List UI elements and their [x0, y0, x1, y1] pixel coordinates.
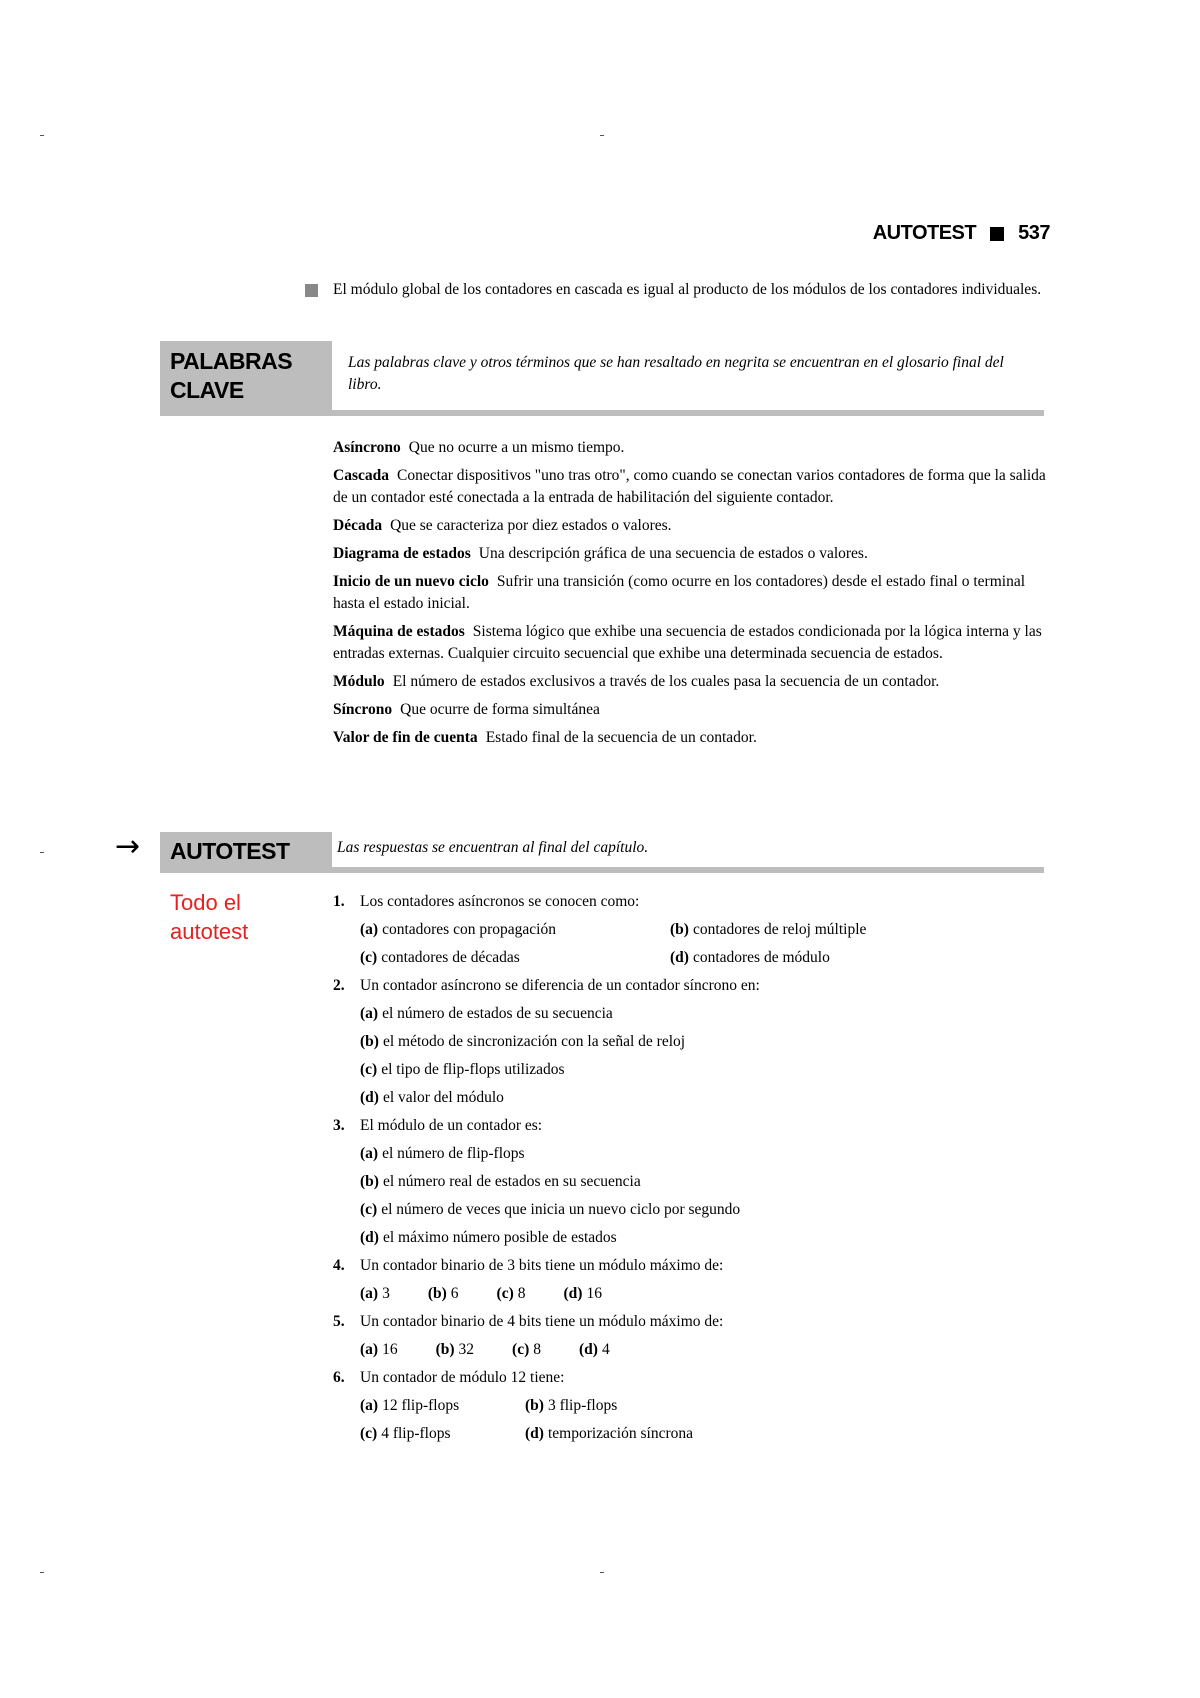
option-text: 3: [382, 1285, 390, 1302]
glossary-definition: Estado final de la secuencia de un contador.: [485, 729, 757, 746]
glossary-definition: El número de estados exclusivos a través de los cuales pasa la secuencia de un contador.: [392, 673, 940, 690]
option-label: (c): [360, 1061, 378, 1078]
glossary-term: Inicio de un nuevo ciclo: [333, 573, 489, 590]
option-label: (d): [525, 1425, 544, 1442]
option-row: [360, 1031, 1051, 1053]
option-row: [360, 1283, 1051, 1305]
option: [360, 1003, 613, 1025]
option: [525, 1423, 693, 1445]
option: [360, 1087, 504, 1109]
glossary-term: Cascada: [333, 467, 389, 484]
option: [360, 1143, 525, 1165]
option-text: el valor del módulo: [382, 1089, 504, 1106]
option-label: (b): [435, 1341, 455, 1358]
option: [360, 1395, 525, 1417]
option-row: [360, 1143, 1051, 1165]
annotation-line2: autotest: [170, 919, 249, 944]
glossary-term: Síncrono: [333, 701, 393, 718]
question-number: 5.: [333, 1313, 345, 1330]
option-label: (a): [360, 1285, 379, 1302]
option: [512, 1339, 541, 1361]
option-label: (a): [360, 1397, 379, 1414]
square-bullet-icon: [990, 227, 1004, 241]
autotest-heading: AUTOTEST: [160, 832, 332, 873]
keywords-intro: Las palabras clave y otros términos que se han resaltado en negrita se encuentran en el glosario final del libro.: [348, 354, 1004, 393]
glossary-entry: [333, 621, 1051, 665]
option-label: (d): [578, 1341, 598, 1358]
option: [436, 1339, 474, 1361]
question-text: Un contador asíncrono se diferencia de un contador síncrono en:: [360, 977, 760, 994]
option-row: [360, 1339, 1051, 1361]
crop-mark: [600, 135, 604, 136]
option-label: (d): [563, 1285, 583, 1302]
option-label: (d): [360, 1089, 379, 1106]
glossary-term: Valor de fin de cuenta: [333, 729, 478, 746]
question: [333, 1311, 1051, 1333]
crop-mark: [600, 1572, 604, 1573]
question: [333, 1367, 1051, 1389]
option-text: 32: [458, 1341, 475, 1358]
option-row: [360, 1087, 1051, 1109]
option: [360, 1423, 525, 1445]
crop-mark: [40, 135, 44, 136]
question-number: 4.: [333, 1257, 345, 1274]
option: [497, 1283, 526, 1305]
option-text: el máximo número posible de estados: [382, 1229, 617, 1246]
option: [360, 947, 670, 969]
option-text: 3 flip-flops: [547, 1397, 618, 1414]
option-label: (c): [360, 1201, 378, 1218]
glossary: [333, 437, 1051, 755]
option-label: (c): [512, 1341, 530, 1358]
crop-mark: [40, 852, 44, 853]
option-text: 4 flip-flops: [381, 1425, 451, 1442]
option-label: (b): [670, 921, 689, 938]
option-text: contadores de décadas: [381, 949, 520, 966]
option: [525, 1395, 617, 1417]
glossary-definition: Sistema lógico que exhibe una secuencia de estados condicionada por la lógica interna y las entradas externas. Cualquier circuito secuencial que exhibe una determinada secuencia de estados.: [333, 623, 1042, 662]
option-label: (d): [670, 949, 689, 966]
glossary-entry: [333, 571, 1051, 615]
option-text: el número de estados de su secuencia: [382, 1005, 613, 1022]
option-text: el número de veces que inicia un nuevo ciclo por segundo: [381, 1201, 741, 1218]
question: [333, 1115, 1051, 1137]
option-label: (a): [360, 1341, 379, 1358]
crop-mark: [40, 1572, 44, 1573]
option: [360, 919, 670, 941]
glossary-definition: Que se caracteriza por diez estados o valores.: [390, 517, 672, 534]
option: [360, 1171, 641, 1193]
option-label: (b): [427, 1285, 447, 1302]
option-text: 16: [382, 1341, 398, 1358]
glossary-term: Diagrama de estados: [333, 545, 471, 562]
question-number: 6.: [333, 1369, 345, 1386]
option-label: (a): [360, 1145, 379, 1162]
arrow-right-icon: →: [115, 829, 141, 864]
option-row: [360, 1395, 1051, 1417]
option-text: 8: [517, 1285, 526, 1302]
keywords-rule: [332, 410, 1044, 416]
page-number: 537: [1018, 222, 1050, 244]
option: [360, 1199, 740, 1221]
header-section: AUTOTEST: [872, 222, 977, 244]
option-text: el tipo de flip-flops utilizados: [381, 1061, 565, 1078]
option-row: [360, 947, 1051, 969]
option-row: [360, 919, 1051, 941]
glossary-definition: Sufrir una transición (como ocurre en los contadores) desde el estado final o terminal hasta el estado inicial.: [333, 573, 1026, 612]
option-label: (a): [360, 921, 379, 938]
question-text: El módulo de un contador es:: [360, 1117, 543, 1134]
glossary-entry: [333, 671, 1051, 693]
option-text: contadores de módulo: [692, 949, 830, 966]
option-label: (b): [360, 1173, 379, 1190]
summary-bullet: El módulo global de los contadores en cascada es igual al producto de los módulos de los contadores individuales.: [333, 281, 1042, 298]
glossary-term: Década: [333, 517, 383, 534]
question-number: 3.: [333, 1117, 345, 1134]
option-label: (d): [360, 1229, 379, 1246]
option-label: (c): [496, 1285, 514, 1302]
glossary-term: Máquina de estados: [333, 623, 465, 640]
glossary-term: Módulo: [333, 673, 385, 690]
option-text: el número de flip-flops: [382, 1145, 525, 1162]
glossary-definition: Una descripción gráfica de una secuencia de estados o valores.: [478, 545, 868, 562]
option-row: [360, 1171, 1051, 1193]
keywords-heading-line2: CLAVE: [170, 377, 244, 403]
autotest-intro: Las respuestas se encuentran al final del capítulo.: [337, 839, 649, 856]
option-label: (b): [360, 1033, 379, 1050]
option-text: contadores de reloj múltiple: [692, 921, 867, 938]
glossary-entry: [333, 465, 1051, 509]
square-bullet-icon: [305, 284, 318, 297]
option-row: [360, 1059, 1051, 1081]
option-text: 6: [450, 1285, 459, 1302]
option-label: (c): [360, 1425, 378, 1442]
keywords-heading: [160, 341, 332, 416]
option-text: contadores con propagación: [382, 921, 556, 938]
question-text: Un contador binario de 4 bits tiene un módulo máximo de:: [360, 1313, 724, 1330]
option-text: el método de sincronización con la señal de reloj: [382, 1033, 686, 1050]
glossary-entry: [333, 727, 1051, 749]
option: [360, 1283, 390, 1305]
option-row: [360, 1199, 1051, 1221]
glossary-definition: Que no ocurre a un mismo tiempo.: [408, 439, 625, 456]
question: [333, 891, 1051, 913]
question-text: Un contador binario de 3 bits tiene un módulo máximo de:: [360, 1257, 724, 1274]
autotest-rule: [332, 867, 1044, 873]
option-label: (c): [360, 949, 378, 966]
option: [360, 1031, 685, 1053]
option-text: 12 flip-flops: [382, 1397, 460, 1414]
handwritten-annotation: [170, 888, 248, 946]
question: [333, 975, 1051, 997]
option: [428, 1283, 459, 1305]
option: [670, 947, 830, 969]
glossary-term: Asíncrono: [333, 439, 401, 456]
option-text: 8: [533, 1341, 541, 1358]
glossary-entry: [333, 699, 1051, 721]
question: [333, 1255, 1051, 1277]
running-header: [873, 222, 1050, 245]
annotation-line1: Todo el: [170, 890, 241, 915]
autotest-questions: [333, 891, 1051, 1451]
option: [563, 1283, 601, 1305]
option: [579, 1339, 610, 1361]
glossary-entry: [333, 515, 1051, 537]
option-row: [360, 1003, 1051, 1025]
question-text: Un contador de módulo 12 tiene:: [360, 1369, 565, 1386]
glossary-entry: [333, 543, 1051, 565]
option-text: 4: [601, 1341, 610, 1358]
option-row: [360, 1423, 1051, 1445]
option: [670, 919, 866, 941]
option-label: (b): [525, 1397, 544, 1414]
option-label: (a): [360, 1005, 379, 1022]
question-number: 2.: [333, 977, 345, 994]
option-row: [360, 1227, 1051, 1249]
option: [360, 1227, 617, 1249]
question-text: Los contadores asíncronos se conocen como:: [360, 893, 640, 910]
question-number: 1.: [333, 893, 345, 910]
glossary-definition: Conectar dispositivos "uno tras otro", como cuando se conectan varios contadores de forma que la salida de un contador esté conectada a la entrada de habilitación del siguiente contador.: [333, 467, 1046, 506]
option: [360, 1339, 398, 1361]
glossary-entry: [333, 437, 1051, 459]
option-text: 16: [586, 1285, 602, 1302]
option-text: temporización síncrona: [547, 1425, 693, 1442]
option-text: el número real de estados en su secuencia: [382, 1173, 641, 1190]
option: [360, 1059, 565, 1081]
keywords-heading-line1: PALABRAS: [170, 348, 293, 374]
glossary-definition: Que ocurre de forma simultánea: [400, 701, 600, 718]
